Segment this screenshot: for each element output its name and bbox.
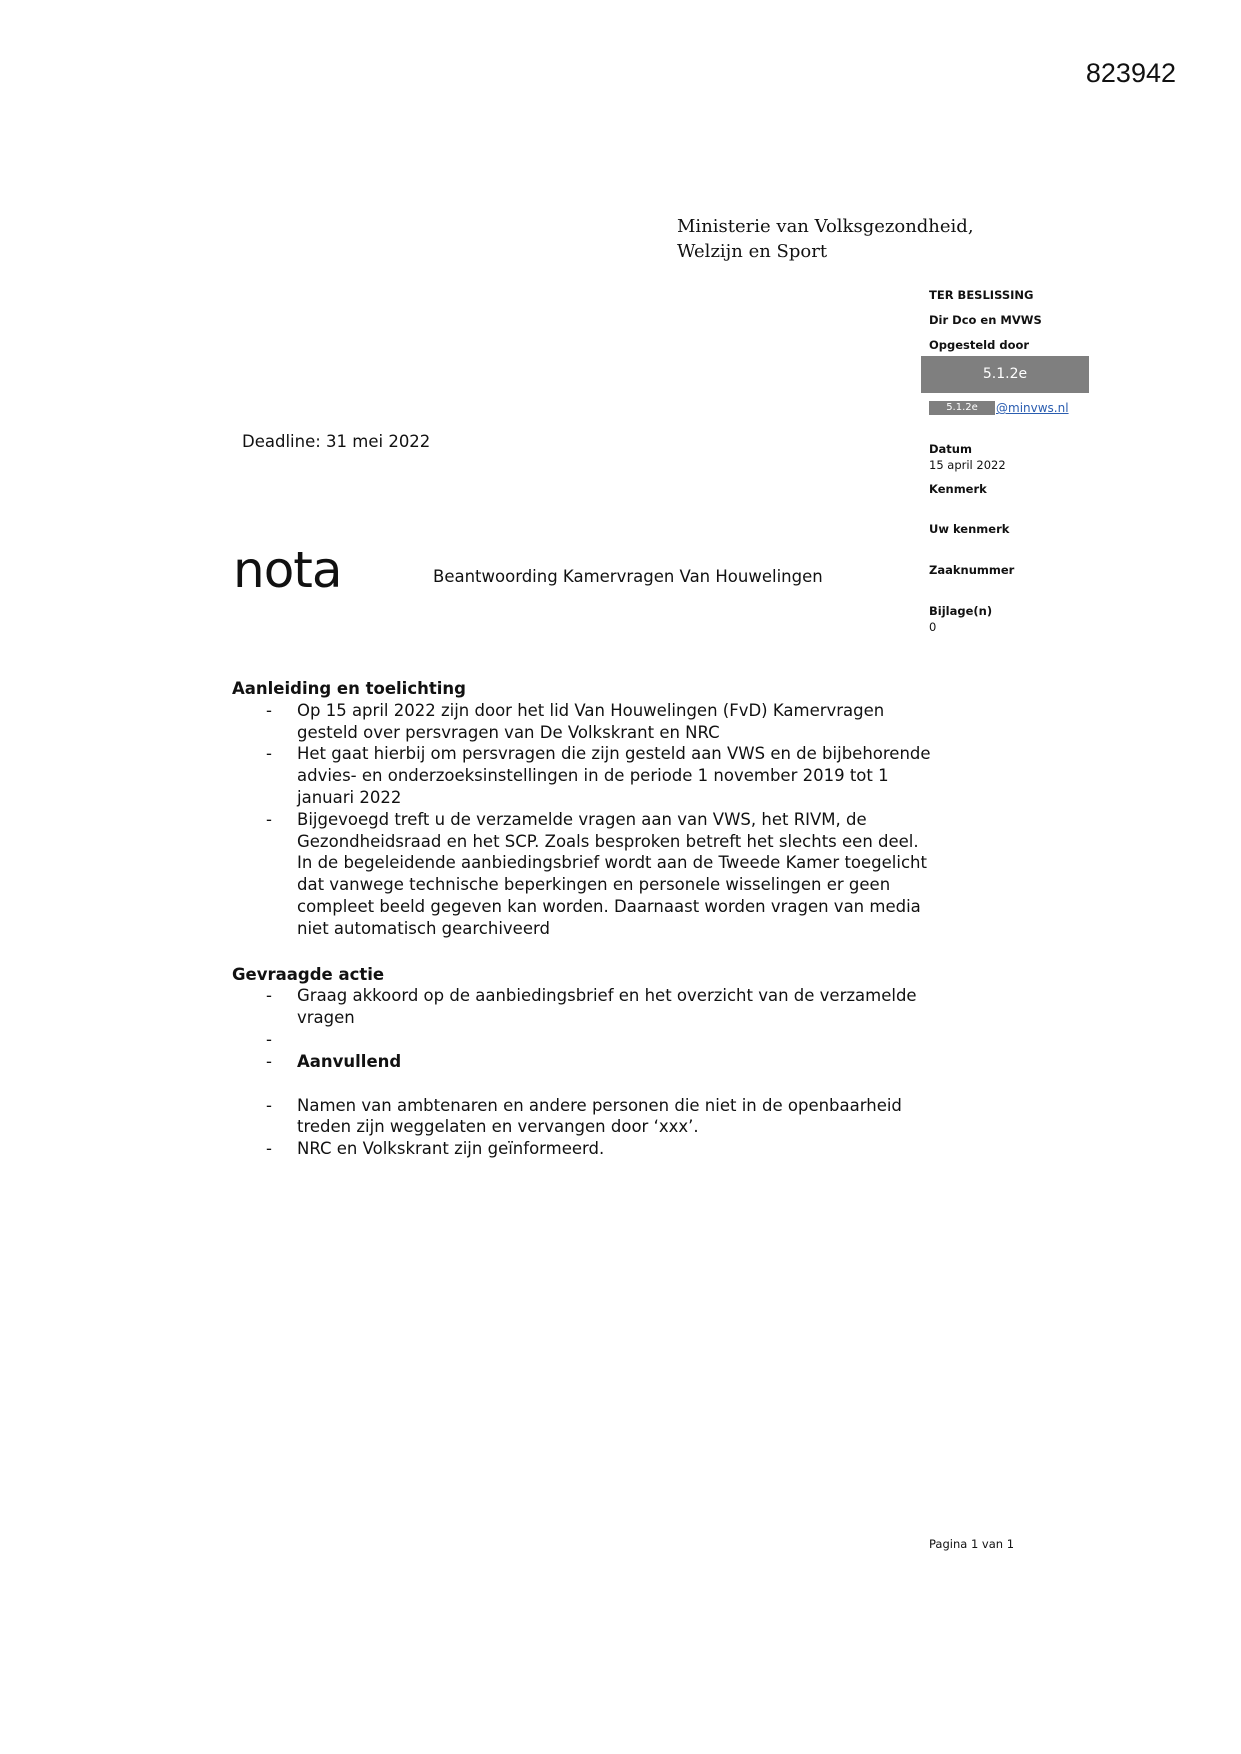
date-value: 15 april 2022 bbox=[929, 458, 1006, 472]
list-item bbox=[232, 743, 932, 808]
document-number: 823942 bbox=[1085, 58, 1176, 88]
action-list bbox=[232, 985, 932, 1160]
email-link[interactable]: @minvws.nl bbox=[996, 401, 1069, 415]
list-item bbox=[232, 985, 932, 1029]
your-reference-label: Uw kenmerk bbox=[929, 522, 1010, 536]
redaction-block: 5.1.2e bbox=[921, 356, 1089, 393]
page-number: Pagina 1 van 1 bbox=[929, 1537, 1015, 1551]
attachments-label: Bijlage(n) bbox=[929, 604, 993, 618]
dash-marker: - bbox=[266, 1095, 272, 1115]
intro-list bbox=[232, 700, 932, 940]
dash-marker: - bbox=[266, 1051, 272, 1071]
list-item-text: Op 15 april 2022 zijn door het lid Van Houwelingen (FvD) Kamervragen gesteld over persvragen van De Volkskrant en NRC bbox=[297, 700, 885, 742]
deadline-text: Deadline: 31 mei 2022 bbox=[242, 432, 431, 451]
document-body bbox=[232, 678, 932, 1184]
list-item bbox=[232, 1051, 932, 1073]
ministry-line-2: Welzijn en Sport bbox=[677, 241, 828, 262]
nota-heading: nota bbox=[233, 541, 342, 599]
reference-label: Kenmerk bbox=[929, 482, 987, 496]
list-item bbox=[232, 809, 932, 940]
section-title-action: Gevraagde actie bbox=[232, 964, 385, 984]
dash-marker: - bbox=[266, 809, 272, 829]
list-item bbox=[232, 700, 932, 744]
list-item bbox=[232, 1029, 932, 1051]
list-item-text: NRC en Volkskrant zijn geïnformeerd. bbox=[297, 1139, 605, 1159]
list-item-text bbox=[297, 1030, 302, 1049]
email-redaction-block: 5.1.2e bbox=[929, 401, 995, 415]
list-item bbox=[232, 1138, 932, 1160]
list-item-text: Het gaat hierbij om persvragen die zijn gesteld aan VWS en de bijbehorende advies- en onderzoeksinstellingen in de periode 1 november 2019 tot 1 januari 2022 bbox=[297, 744, 931, 807]
list-item-text: Namen van ambtenaren en andere personen die niet in de openbaarheid treden zijn weggelaten en vervangen door ‘xxx’. bbox=[297, 1095, 902, 1137]
ministry-name bbox=[677, 214, 974, 264]
dash-marker: - bbox=[266, 1029, 272, 1049]
dash-marker: - bbox=[266, 700, 272, 720]
case-number-label: Zaaknummer bbox=[929, 563, 1015, 577]
subject-line: Beantwoording Kamervragen Van Houwelingen bbox=[433, 567, 823, 586]
list-item bbox=[232, 1095, 932, 1139]
addressee-label: Dir Dco en MVWS bbox=[929, 313, 1042, 327]
list-item-text: Graag akkoord op de aanbiedingsbrief en het overzicht van de verzamelde vragen bbox=[297, 986, 917, 1028]
date-label: Datum bbox=[929, 442, 972, 456]
section-title-intro: Aanleiding en toelichting bbox=[232, 679, 466, 698]
list-spacer bbox=[232, 1073, 932, 1095]
ministry-line-1: Ministerie van Volksgezondheid, bbox=[677, 216, 974, 237]
status-label: TER BESLISSING bbox=[929, 288, 1034, 302]
drafted-by-label: Opgesteld door bbox=[929, 338, 1030, 352]
list-item-text: Aanvullend bbox=[297, 1051, 402, 1071]
dash-marker: - bbox=[266, 744, 272, 764]
dash-marker: - bbox=[266, 1139, 272, 1159]
dash-marker: - bbox=[266, 986, 272, 1006]
list-item-text: Bijgevoegd treft u de verzamelde vragen aan van VWS, het RIVM, de Gezondheidsraad en het SCP. Zoals besproken betreft het slechts een deel. In de begeleidende aanbiedingsbrief wordt aan de Tweede Kamer toegelicht dat vanwege technische beperkingen en personele wisselingen er geen compleet beeld gegeven kan worden. Daarnaast worden vragen van media niet automatisch gearchiveerd bbox=[297, 809, 927, 938]
attachments-value: 0 bbox=[929, 620, 937, 634]
